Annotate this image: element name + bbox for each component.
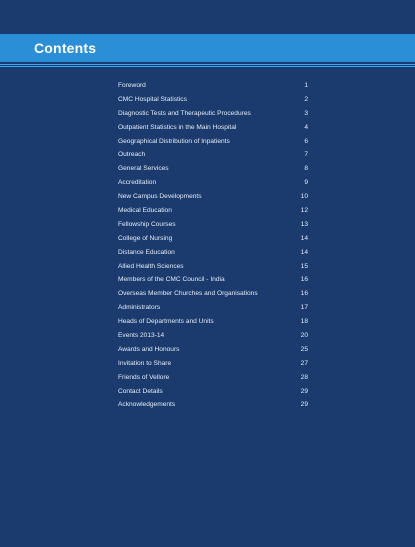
toc-entry[interactable] [118,162,308,176]
toc-entry-page: 15 [300,262,308,270]
toc-entry[interactable] [118,135,308,149]
toc-entry-title: CMC Hospital Statistics [118,95,187,103]
toc-entry[interactable] [118,273,308,287]
toc-entry-title: Members of the CMC Council - India [118,276,225,284]
toc-entry-title: Contact Details [118,387,163,395]
toc-entry-page: 7 [304,151,308,159]
toc-entry-page: 28 [300,373,308,381]
toc-entry-page: 16 [300,290,308,298]
toc-entry-title: Awards and Honours [118,345,180,353]
toc-entry[interactable] [118,343,308,357]
toc-entry-title: Diagnostic Tests and Therapeutic Procedures [118,109,251,117]
toc-entry-title: General Services [118,165,169,173]
toc-entry[interactable] [118,204,308,218]
toc-entry-page: 18 [300,318,308,326]
toc-entry-page: 29 [300,401,308,409]
toc-entry-page: 13 [300,220,308,228]
toc-entry-title: Allied Health Sciences [118,262,184,270]
toc-entry-title: Outpatient Statistics in the Main Hospital [118,123,237,131]
header-rule-top [0,64,415,65]
page-title: Contents [34,40,97,56]
toc-entry[interactable] [118,121,308,135]
toc-entry-title: Outreach [118,151,146,159]
toc-entry-title: Distance Education [118,248,175,256]
toc-entry-title: Geographical Distribution of Inpatients [118,137,230,145]
toc-entry[interactable] [118,315,308,329]
toc-entry-title: Accreditation [118,179,157,187]
toc-entry[interactable] [118,371,308,385]
header-rule-bottom [0,66,415,67]
toc-entry[interactable] [118,190,308,204]
header-band [0,34,415,62]
toc-entry[interactable] [118,287,308,301]
toc-entry-page: 9 [304,179,308,187]
toc-entry-page: 20 [300,332,308,340]
toc-entry[interactable] [118,246,308,260]
toc-entry-page: 25 [300,345,308,353]
toc-entry[interactable] [118,385,308,399]
toc-entry[interactable] [118,301,308,315]
toc-entry-page: 12 [300,207,308,215]
toc-entry[interactable] [118,357,308,371]
toc-entry[interactable] [118,232,308,246]
toc-entry-title: Overseas Member Churches and Organisations [118,290,258,298]
toc-entry-title: Heads of Departments and Units [118,318,214,326]
toc-entry-title: Medical Education [118,207,172,215]
toc-entry-title: Friends of Vellore [118,373,170,381]
toc-entry[interactable] [118,176,308,190]
toc-entry-page: 1 [304,82,308,89]
toc-entry[interactable] [118,260,308,274]
toc-entry-page: 2 [304,95,308,103]
toc-entry-page: 3 [304,109,308,117]
toc-entry-page: 6 [304,137,308,145]
table-of-contents [118,79,308,412]
toc-entry-page: 29 [300,387,308,395]
toc-entry-page: 10 [300,193,308,201]
toc-entry[interactable] [118,107,308,121]
toc-entry-title: Invitation to Share [118,359,172,367]
toc-entry[interactable] [118,93,308,107]
toc-entry-page: 4 [304,123,308,131]
toc-entry-page: 14 [300,234,308,242]
toc-entry-title: New Campus Developments [118,193,202,201]
toc-entry[interactable] [118,148,308,162]
toc-entry-title: Fellowship Courses [118,220,176,228]
toc-entry-title: Acknowledgements [118,401,176,409]
toc-entry[interactable] [118,329,308,343]
toc-entry-page: 14 [300,248,308,256]
toc-entry-title: Administrators [118,304,161,312]
toc-entry[interactable] [118,218,308,232]
toc-entry-title: Events 2013-14 [118,332,165,340]
toc-entry-page: 17 [300,304,308,312]
toc-entry-page: 16 [300,276,308,284]
toc-entry-title: Foreword [118,82,146,89]
toc-entry-title: College of Nursing [118,234,173,242]
toc-entry[interactable] [118,79,308,93]
toc-entry[interactable] [118,398,308,412]
toc-entry-page: 8 [304,165,308,173]
toc-entry-page: 27 [300,359,308,367]
